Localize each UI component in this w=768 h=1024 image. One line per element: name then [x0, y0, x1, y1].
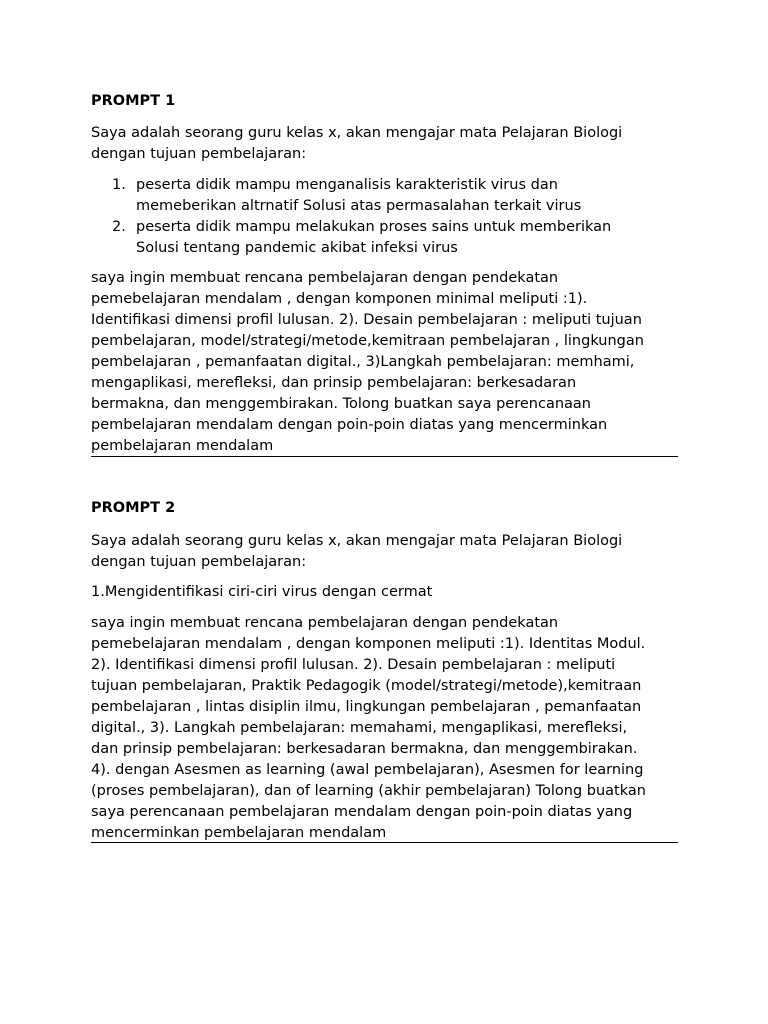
goal-line: peserta didik mampu melakukan proses sains untuk memberikan: [136, 219, 612, 235]
list-number: 2.: [112, 219, 126, 235]
prompt-1-goal-item: [91, 217, 678, 259]
body-line: mengaplikasi, merefleksi, dan prinsip pembelajaran: berkesadaran: [91, 375, 577, 391]
body-line: pembelajaran, model/strategi/metode,kemitraan pembelajaran , lingkungan: [91, 333, 644, 349]
body-line: pembelajaran , lintas disiplin ilmu, lingkungan pembelajaran , pemanfaatan: [91, 699, 642, 715]
goal-line: memeberikan altrnatif Solusi atas permasalahan terkait virus: [136, 198, 582, 214]
body-line: 4). dengan Asesmen as learning (awal pembelajaran), Asesmen for learning: [91, 762, 644, 778]
prompt-1-goal-list: [91, 175, 678, 259]
body-line: saya ingin membuat rencana pembelajaran dengan pendekatan: [91, 270, 559, 286]
prompt-2-intro-line: Saya adalah seorang guru kelas x, akan mengajar mata Pelajaran Biologi: [91, 533, 623, 549]
prompt-2-goal: [91, 582, 678, 603]
prompt-2-divider-wrap: [91, 842, 678, 843]
prompt-2-heading: PROMPT 2: [91, 500, 176, 516]
prompt-2-intro-line: dengan tujuan pembelajaran:: [91, 554, 307, 570]
prompt-1-body: [91, 268, 678, 457]
body-line: (proses pembelajaran), dan of learning (akhir pembelajaran) Tolong buatkan: [91, 783, 646, 799]
list-number: 1.: [112, 177, 126, 193]
prompt-2-body: [91, 613, 678, 844]
body-line: digital., 3). Langkah pembelajaran: memahami, mengaplikasi, merefleksi,: [91, 720, 628, 736]
body-line: pembelajaran mendalam dengan poin-poin diatas yang mencerminkan: [91, 417, 608, 433]
body-line: saya ingin membuat rencana pembelajaran dengan pendekatan: [91, 615, 559, 631]
prompt-1-divider-wrap: [91, 456, 678, 457]
body-line: pembelajaran mendalam: [91, 438, 274, 454]
body-line: 2). Identifikasi dimensi profil lulusan. 2). Desain pembelajaran : meliputi: [91, 657, 616, 673]
prompt-1-intro-line: dengan tujuan pembelajaran:: [91, 146, 307, 162]
body-line: saya perencanaan pembelajaran mendalam dengan poin-poin diatas yang: [91, 804, 633, 820]
body-line: dan prinsip pembelajaran: berkesadaran bermakna, dan menggembirakan.: [91, 741, 638, 757]
goal-line: Solusi tentang pandemic akibat infeksi virus: [136, 240, 458, 256]
prompt-2-goal-line: 1.Mengidentifikasi ciri-ciri virus dengan cermat: [91, 584, 433, 600]
body-line: pemebelajaran mendalam , dengan komponen minimal meliputi :1).: [91, 291, 588, 307]
prompt-1-heading-block: [91, 91, 678, 112]
prompt-1-intro: [91, 123, 678, 165]
prompt-1-intro-line: Saya adalah seorang guru kelas x, akan mengajar mata Pelajaran Biologi: [91, 125, 623, 141]
body-line: mencerminkan pembelajaran mendalam: [91, 825, 387, 841]
prompt-1-goal-item: [91, 175, 678, 217]
prompt-1-heading: PROMPT 1: [91, 93, 176, 109]
prompt-2-heading-block: [91, 498, 678, 519]
divider-line: [91, 456, 678, 457]
body-line: bermakna, dan menggembirakan. Tolong buatkan saya perencanaan: [91, 396, 591, 412]
prompt-2-intro: [91, 531, 678, 573]
body-line: pemebelajaran mendalam , dengan komponen meliputi :1). Identitas Modul.: [91, 636, 646, 652]
body-line: Identifikasi dimensi profil lulusan. 2). Desain pembelajaran : meliputi tujuan: [91, 312, 642, 328]
body-line: pembelajaran , pemanfaatan digital., 3)Langkah pembelajaran: memhami,: [91, 354, 635, 370]
divider-line: [91, 842, 678, 843]
goal-line: peserta didik mampu menganalisis karakteristik virus dan: [136, 177, 558, 193]
body-line: tujuan pembelajaran, Praktik Pedagogik (model/strategi/metode),kemitraan: [91, 678, 642, 694]
